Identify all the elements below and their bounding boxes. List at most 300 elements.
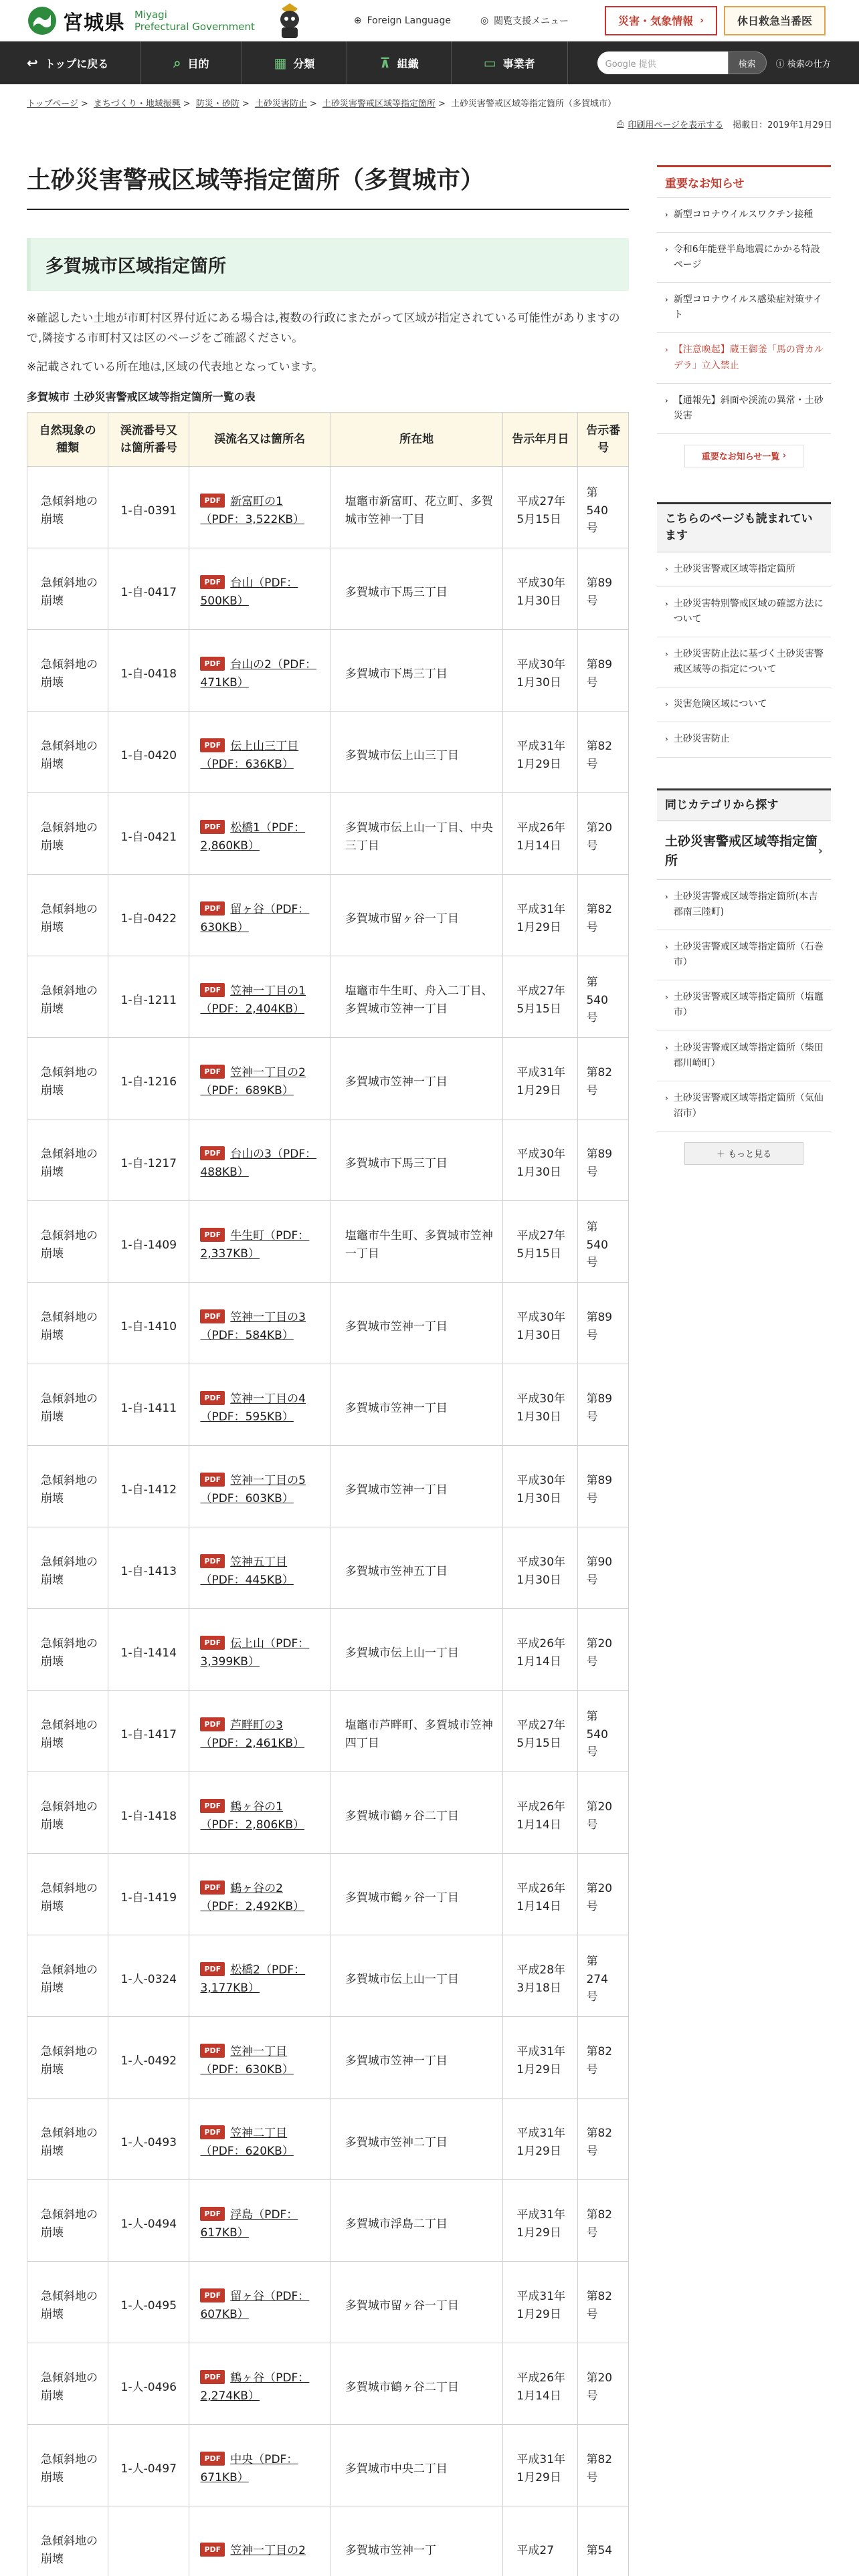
sidebar-link-label: 土砂災害警戒区域等指定箇所 bbox=[673, 563, 795, 574]
cell-date: 平成30年1月30日 bbox=[503, 1446, 578, 1527]
search-input[interactable]: Google 提供 bbox=[597, 51, 729, 74]
table-row bbox=[27, 1935, 629, 2017]
disaster-info-label: 災害・気象情報 bbox=[618, 15, 694, 27]
briefcase-icon: ▭ bbox=[483, 55, 496, 71]
sidebar-link-label: 土砂災害防止 bbox=[673, 734, 730, 745]
cell-type: 急傾斜地の崩壊 bbox=[27, 2099, 108, 2180]
pdf-link[interactable]: 牛生町（PDF：2,337KB） bbox=[200, 1229, 310, 1261]
cell-date: 平成31年1月29日 bbox=[503, 875, 578, 956]
cell-number: 1-自-0418 bbox=[108, 630, 189, 712]
cell-date: 平成31年1月29日 bbox=[503, 1038, 578, 1119]
cell-notice-no: 第82号 bbox=[578, 2262, 629, 2343]
sidebar-link[interactable] bbox=[657, 587, 831, 637]
cell-name bbox=[189, 467, 330, 548]
table-row bbox=[27, 630, 629, 712]
pdf-link[interactable]: 松橋1（PDF：2,860KB） bbox=[200, 821, 306, 853]
sidebar-link[interactable] bbox=[657, 333, 831, 383]
sidebar-link-label: 土砂災害警戒区域等指定箇所(本吉郡南三陸町) bbox=[673, 891, 818, 918]
cell-notice-no: 第82号 bbox=[578, 2099, 629, 2180]
cell-type: 急傾斜地の崩壊 bbox=[27, 1283, 108, 1364]
table-row bbox=[27, 2180, 629, 2262]
holiday-doctor-label: 休日救急当番医 bbox=[737, 15, 812, 27]
cell-notice-no: 第90号 bbox=[578, 1527, 629, 1609]
cell-name bbox=[189, 630, 330, 712]
chevron-right-icon: › bbox=[665, 210, 668, 219]
th-notice-no: 告示番号 bbox=[578, 412, 629, 467]
cell-number: 1-自-1410 bbox=[108, 1283, 189, 1364]
designation-table bbox=[27, 412, 629, 2576]
pdf-badge: PDF bbox=[200, 1473, 225, 1487]
pdf-link[interactable]: 笠神一丁目の1（PDF：2,404KB） bbox=[200, 984, 306, 1016]
site-logo[interactable] bbox=[27, 5, 255, 36]
chevron-right-icon: › bbox=[665, 1043, 668, 1053]
cell-date: 平成30年1月30日 bbox=[503, 1119, 578, 1201]
logo-name: 宮城県 bbox=[63, 11, 125, 35]
grid-icon: ▦ bbox=[274, 55, 287, 71]
search-help-link[interactable]: ⓘ 検索の仕方 bbox=[775, 59, 831, 70]
nav-top[interactable] bbox=[27, 41, 141, 84]
important-notices bbox=[657, 165, 831, 467]
table-row bbox=[27, 1364, 629, 1446]
cell-date: 平成31年1月29日 bbox=[503, 2262, 578, 2343]
pdf-link[interactable]: 中央（PDF：671KB） bbox=[200, 2453, 298, 2484]
cell-date: 平成27年5月15日 bbox=[503, 1201, 578, 1283]
cell-number: 1-人-0493 bbox=[108, 2099, 189, 2180]
sidebar-link[interactable] bbox=[657, 722, 831, 757]
nav-organization-label: 組織 bbox=[397, 57, 419, 70]
cell-name bbox=[189, 2099, 330, 2180]
cell-location: 多賀城市中央二丁目 bbox=[330, 2425, 502, 2506]
cell-number: 1-自-1217 bbox=[108, 1119, 189, 1201]
cell-number: 1-自-1211 bbox=[108, 956, 189, 1038]
accessibility-menu-label: 閲覧支援メニュー bbox=[494, 15, 569, 27]
cell-notice-no: 第540号 bbox=[578, 1691, 629, 1772]
table-row bbox=[27, 2262, 629, 2343]
sidebar-link[interactable] bbox=[657, 637, 831, 687]
search-help-label: 検索の仕方 bbox=[787, 59, 831, 70]
cell-notice-no: 第20号 bbox=[578, 1609, 629, 1691]
table-header-row bbox=[27, 412, 629, 467]
table-row bbox=[27, 1119, 629, 1201]
breadcrumb-item[interactable]: トップページ bbox=[27, 99, 78, 109]
cell-notice-no: 第20号 bbox=[578, 1854, 629, 1935]
breadcrumb-current: 土砂災害警戒区域等指定箇所（多賀城市） bbox=[451, 99, 617, 109]
nav-top-label: トップに戻る bbox=[44, 57, 109, 70]
pdf-link[interactable]: 笠神一丁目（PDF：630KB） bbox=[200, 2045, 294, 2076]
pdf-link[interactable]: 台山の2（PDF：471KB） bbox=[200, 658, 317, 689]
cell-notice-no: 第82号 bbox=[578, 875, 629, 956]
cell-name bbox=[189, 2343, 330, 2425]
table-row bbox=[27, 2343, 629, 2425]
cell-type: 急傾斜地の崩壊 bbox=[27, 1201, 108, 1283]
print-link[interactable] bbox=[617, 118, 723, 130]
cell-date: 平成30年1月30日 bbox=[503, 1364, 578, 1446]
pdf-badge: PDF bbox=[200, 983, 225, 997]
cell-date: 平成26年1月14日 bbox=[503, 1772, 578, 1854]
sidebar-link[interactable] bbox=[657, 283, 831, 333]
print-label: 印刷用ページを表示する bbox=[628, 120, 724, 130]
important-notices-title: 重要なお知らせ bbox=[657, 167, 831, 198]
cell-location: 多賀城市伝上山一丁目 bbox=[330, 1609, 502, 1691]
pdf-badge: PDF bbox=[200, 1717, 225, 1731]
sidebar-link[interactable] bbox=[657, 1031, 831, 1081]
cell-notice-no: 第89号 bbox=[578, 1283, 629, 1364]
th-type: 自然現象の種類 bbox=[27, 412, 108, 467]
pdf-badge: PDF bbox=[200, 1146, 225, 1160]
cell-notice-no: 第20号 bbox=[578, 2343, 629, 2425]
sidebar-link[interactable] bbox=[657, 930, 831, 980]
cell-name bbox=[189, 2262, 330, 2343]
pdf-badge: PDF bbox=[200, 2543, 225, 2557]
chevron-right-icon: › bbox=[700, 15, 704, 26]
table-row bbox=[27, 875, 629, 956]
cell-type: 急傾斜地の崩壊 bbox=[27, 1854, 108, 1935]
cell-notice-no: 第89号 bbox=[578, 1364, 629, 1446]
cell-date: 平成26年1月14日 bbox=[503, 2343, 578, 2425]
cell-location: 多賀城市浮島二丁目 bbox=[330, 2180, 502, 2262]
cell-number: 1-自-0420 bbox=[108, 712, 189, 793]
pdf-link[interactable]: 新富町の1（PDF：3,522KB） bbox=[200, 495, 305, 526]
pdf-badge: PDF bbox=[200, 2288, 225, 2302]
sidebar bbox=[657, 165, 831, 2576]
mascot-icon bbox=[272, 2, 307, 39]
cell-date: 平成31年1月29日 bbox=[503, 712, 578, 793]
cell-name bbox=[189, 1364, 330, 1446]
cell-name bbox=[189, 2425, 330, 2506]
cell-number: 1-人-0492 bbox=[108, 2017, 189, 2099]
global-nav bbox=[0, 41, 859, 84]
pdf-badge: PDF bbox=[200, 738, 225, 752]
header-links bbox=[354, 14, 598, 27]
cell-location: 多賀城市下馬三丁目 bbox=[330, 1119, 502, 1201]
cell-name bbox=[189, 1119, 330, 1201]
cell-name bbox=[189, 2017, 330, 2099]
table-row bbox=[27, 1283, 629, 1364]
pdf-badge: PDF bbox=[200, 1065, 225, 1079]
pdf-link[interactable]: 伝上山（PDF：3,399KB） bbox=[200, 1637, 310, 1669]
nav-purpose[interactable] bbox=[141, 41, 242, 84]
nav-business-label: 事業者 bbox=[502, 57, 535, 70]
note-location: ※記載されている所在地は,区域の代表地となっています。 bbox=[27, 360, 324, 374]
cell-name bbox=[189, 548, 330, 630]
chevron-right-icon: › bbox=[665, 700, 668, 710]
cell-notice-no: 第82号 bbox=[578, 2425, 629, 2506]
cell-date: 平成27 bbox=[503, 2506, 578, 2576]
foreign-language-label: Foreign Language bbox=[367, 15, 451, 26]
cell-number: 1-自-0391 bbox=[108, 467, 189, 548]
pdf-link[interactable]: 笠神一丁目の5（PDF：603KB） bbox=[200, 1474, 306, 1505]
sidebar-link-label: 災害危険区域について bbox=[673, 699, 767, 710]
disaster-info-button[interactable] bbox=[605, 6, 717, 35]
cell-location: 多賀城市留ヶ谷一丁目 bbox=[330, 875, 502, 956]
nav-purpose-label: 目的 bbox=[187, 57, 209, 70]
cell-notice-no: 第540号 bbox=[578, 467, 629, 548]
chevron-right-icon: › bbox=[665, 345, 668, 355]
pdf-link[interactable]: 台山（PDF：500KB） bbox=[200, 576, 298, 608]
cell-location: 多賀城市鶴ヶ谷二丁目 bbox=[330, 1772, 502, 1854]
chevron-right-icon: › bbox=[665, 942, 668, 952]
pdf-badge: PDF bbox=[200, 1228, 225, 1242]
pdf-link[interactable]: 笠神一丁目の3（PDF：584KB） bbox=[200, 1311, 306, 1342]
cell-number: 1-自-1414 bbox=[108, 1609, 189, 1691]
cell-date: 平成31年1月29日 bbox=[503, 2180, 578, 2262]
cell-number: 1-自-1418 bbox=[108, 1772, 189, 1854]
sidebar-link-label: 土砂災害特別警戒区域の確認方法について bbox=[673, 598, 824, 625]
header-top bbox=[0, 0, 859, 41]
table-row bbox=[27, 956, 629, 1038]
also-read-box bbox=[657, 502, 831, 758]
cell-type: 急傾斜地の崩壊 bbox=[27, 548, 108, 630]
sidebar-link[interactable] bbox=[657, 198, 831, 233]
cell-date: 平成26年1月14日 bbox=[503, 1854, 578, 1935]
pdf-link[interactable]: 鶴ヶ谷の2（PDF：2,492KB） bbox=[200, 1882, 305, 1913]
cell-name bbox=[189, 1691, 330, 1772]
table-row bbox=[27, 467, 629, 548]
accessibility-menu-link[interactable] bbox=[480, 14, 569, 27]
search-icon: ⌕ bbox=[173, 55, 181, 71]
cell-number: 1-自-1412 bbox=[108, 1446, 189, 1527]
cell-type: 急傾斜地の崩壊 bbox=[27, 875, 108, 956]
table-row bbox=[27, 2506, 629, 2576]
cell-notice-no: 第20号 bbox=[578, 793, 629, 875]
cell-notice-no: 第89号 bbox=[578, 1119, 629, 1201]
table-row bbox=[27, 1854, 629, 1935]
sidebar-link-label: 【通報先】斜面や渓流の異常・土砂災害 bbox=[673, 395, 824, 421]
category-head-label: 土砂災害警戒区域等指定箇所 bbox=[665, 834, 818, 868]
logo-english bbox=[134, 9, 255, 33]
pdf-link[interactable]: 芦畔町の3（PDF：2,461KB） bbox=[200, 1719, 305, 1750]
org-chart-icon: ⊼ bbox=[379, 55, 391, 71]
same-category-title: 同じカテゴリから探す bbox=[657, 790, 831, 822]
nav-category[interactable] bbox=[242, 41, 348, 84]
category-more-label: もっと見る bbox=[728, 1150, 772, 1160]
cell-name bbox=[189, 1609, 330, 1691]
same-category-box bbox=[657, 788, 831, 1165]
search-button[interactable]: 検索 bbox=[728, 51, 767, 74]
note-boundary: ※確認したい土地が市町村区界付近にある場合は,複数の行政にまたがって区域が指定されている可能性がありますので,隣接する市町村又は区のページをご確認ください。 bbox=[27, 311, 620, 346]
cell-name bbox=[189, 1038, 330, 1119]
table-row bbox=[27, 793, 629, 875]
cell-notice-no: 第20号 bbox=[578, 1772, 629, 1854]
logo-en-line2: Prefectural Government bbox=[134, 20, 255, 33]
breadcrumb-item[interactable]: まちづくり・地域振興 bbox=[93, 99, 181, 109]
pdf-badge: PDF bbox=[200, 1391, 225, 1405]
sidebar-link-label: 土砂災害警戒区域等指定箇所（柴田郡川崎町） bbox=[673, 1042, 824, 1069]
pdf-link[interactable]: 笠神五丁目（PDF：445KB） bbox=[200, 1555, 294, 1587]
category-more-button[interactable] bbox=[684, 1142, 803, 1165]
nav-organization[interactable] bbox=[347, 41, 451, 84]
cell-type: 急傾斜地の崩壊 bbox=[27, 467, 108, 548]
cell-type: 急傾斜地の崩壊 bbox=[27, 712, 108, 793]
cell-date: 平成28年3月18日 bbox=[503, 1935, 578, 2017]
cell-location: 多賀城市笠神一丁目 bbox=[330, 1446, 502, 1527]
cell-location: 多賀城市留ヶ谷一丁目 bbox=[330, 2262, 502, 2343]
cell-date: 平成27年5月15日 bbox=[503, 467, 578, 548]
breadcrumb-item[interactable]: 土砂災害防止 bbox=[254, 99, 307, 109]
pdf-badge: PDF bbox=[200, 1554, 225, 1568]
pdf-link[interactable]: 鶴ヶ谷（PDF：2,274KB） bbox=[200, 2371, 310, 2403]
nav-business[interactable] bbox=[452, 41, 568, 84]
cell-name bbox=[189, 1772, 330, 1854]
cell-location: 多賀城市鶴ヶ谷二丁目 bbox=[330, 2343, 502, 2425]
cell-name bbox=[189, 956, 330, 1038]
cell-name bbox=[189, 793, 330, 875]
pdf-badge: PDF bbox=[200, 494, 225, 508]
pdf-badge: PDF bbox=[200, 1636, 225, 1650]
cell-type: 急傾斜地の崩壊 bbox=[27, 2262, 108, 2343]
cell-date: 平成27年5月15日 bbox=[503, 1691, 578, 1772]
chevron-right-icon: › bbox=[665, 992, 668, 1002]
cell-number: 1-人-0324 bbox=[108, 1935, 189, 2017]
chevron-right-icon: › bbox=[665, 295, 668, 305]
cell-name bbox=[189, 1935, 330, 2017]
publish-date: 掲載日：2019年1月29日 bbox=[733, 120, 832, 130]
pdf-badge: PDF bbox=[200, 1881, 225, 1895]
cell-name bbox=[189, 1527, 330, 1609]
pdf-badge: PDF bbox=[200, 657, 225, 671]
cell-number: 1-自-1413 bbox=[108, 1527, 189, 1609]
cell-date: 平成31年1月29日 bbox=[503, 2425, 578, 2506]
cell-type: 急傾斜地の崩壊 bbox=[27, 2425, 108, 2506]
cell-date: 平成30年1月30日 bbox=[503, 548, 578, 630]
plus-icon: ＋ bbox=[716, 1150, 725, 1160]
cell-notice-no: 第54 bbox=[578, 2506, 629, 2576]
cell-location: 多賀城市笠神五丁目 bbox=[330, 1527, 502, 1609]
table-caption: 多賀城市 土砂災害警戒区域等指定箇所一覧の表 bbox=[27, 390, 256, 403]
pdf-link[interactable]: 伝上山三丁目（PDF：636KB） bbox=[200, 740, 299, 771]
cell-type: 急傾斜地の崩壊 bbox=[27, 1935, 108, 2017]
sidebar-link-label: 新型コロナウイルス感染症対策サイト bbox=[673, 294, 822, 321]
table-row bbox=[27, 548, 629, 630]
notice-more-label: 重要なお知らせ一覧 bbox=[701, 452, 780, 463]
main-content bbox=[27, 165, 629, 2576]
pdf-link[interactable]: 笠神二丁目（PDF：620KB） bbox=[200, 2127, 294, 2158]
cell-location: 多賀城市笠神一丁目 bbox=[330, 2017, 502, 2099]
pdf-badge: PDF bbox=[200, 1309, 225, 1323]
table-body bbox=[27, 467, 629, 2576]
cell-type: 急傾斜地の崩壊 bbox=[27, 1609, 108, 1691]
cell-name bbox=[189, 1446, 330, 1527]
breadcrumb-item[interactable]: 土砂災害警戒区域等指定箇所 bbox=[322, 99, 436, 109]
cell-type: 急傾斜地の崩壊 bbox=[27, 1527, 108, 1609]
sidebar-link[interactable] bbox=[657, 980, 831, 1031]
table-row bbox=[27, 1201, 629, 1283]
pdf-badge: PDF bbox=[200, 1799, 225, 1813]
cell-number: 1-自-1419 bbox=[108, 1854, 189, 1935]
cell-notice-no: 第274号 bbox=[578, 1935, 629, 2017]
cell-number: 1-自-0421 bbox=[108, 793, 189, 875]
pdf-link[interactable]: 笠神一丁目の2 bbox=[230, 2543, 306, 2557]
cell-number: 1-自-1216 bbox=[108, 1038, 189, 1119]
cell-number: 1-自-0422 bbox=[108, 875, 189, 956]
return-icon: ↩ bbox=[27, 55, 38, 71]
page-layout bbox=[0, 165, 859, 2576]
pdf-link[interactable]: 台山の3（PDF：488KB） bbox=[200, 1148, 317, 1179]
pdf-link[interactable]: 笠神一丁目の4（PDF：595KB） bbox=[200, 1392, 306, 1424]
sidebar-link[interactable] bbox=[657, 880, 831, 930]
also-read-title: こちらのページも読まれています bbox=[657, 504, 831, 552]
cell-location: 多賀城市伝上山三丁目 bbox=[330, 712, 502, 793]
sidebar-link-label: 土砂災害防止法に基づく土砂災害警戒区域等の指定について bbox=[673, 649, 824, 675]
category-head-link[interactable] bbox=[657, 821, 831, 880]
breadcrumb-item[interactable]: 防災・砂防 bbox=[195, 99, 240, 109]
cell-location: 多賀城市笠神二丁目 bbox=[330, 2099, 502, 2180]
cell-name bbox=[189, 1283, 330, 1364]
cell-number: 1-人-0495 bbox=[108, 2262, 189, 2343]
pdf-link[interactable]: 留ヶ谷（PDF：607KB） bbox=[200, 2290, 310, 2321]
sidebar-link-label: 新型コロナウイルスワクチン接種 bbox=[673, 209, 814, 220]
sidebar-link[interactable] bbox=[657, 687, 831, 722]
cell-date: 平成30年1月30日 bbox=[503, 1527, 578, 1609]
page-title: 土砂災害警戒区域等指定箇所（多賀城市） bbox=[27, 165, 629, 210]
nav-category-label: 分類 bbox=[293, 57, 315, 70]
cell-type: 急傾斜地の崩壊 bbox=[27, 1119, 108, 1201]
holiday-doctor-button[interactable] bbox=[724, 6, 826, 35]
table-row bbox=[27, 2099, 629, 2180]
pdf-link[interactable]: 浮島（PDF：617KB） bbox=[200, 2208, 298, 2240]
cell-notice-no: 第89号 bbox=[578, 1446, 629, 1527]
th-location: 所在地 bbox=[330, 412, 502, 467]
sidebar-link[interactable] bbox=[657, 1081, 831, 1132]
sidebar-link-label: 令和6年能登半島地震にかかる特設ページ bbox=[673, 244, 820, 271]
globe-icon: ⊕ bbox=[353, 15, 362, 26]
accessibility-icon: ◎ bbox=[480, 15, 489, 26]
cell-name bbox=[189, 2506, 330, 2576]
cell-location: 多賀城市笠神一丁目 bbox=[330, 1038, 502, 1119]
sidebar-link-label: 土砂災害警戒区域等指定箇所（気仙沼市） bbox=[673, 1092, 824, 1119]
pdf-link[interactable]: 笠神一丁目の2（PDF：689KB） bbox=[200, 1066, 306, 1097]
sidebar-link[interactable] bbox=[657, 233, 831, 283]
chevron-right-icon: › bbox=[665, 734, 668, 744]
cell-number: 1-自-1409 bbox=[108, 1201, 189, 1283]
cell-number: 1-自-1417 bbox=[108, 1691, 189, 1772]
pdf-link[interactable]: 松橋2（PDF：3,177KB） bbox=[200, 1963, 306, 1995]
cell-type: 急傾斜地の崩壊 bbox=[27, 2017, 108, 2099]
table-row bbox=[27, 1038, 629, 1119]
cell-number: 1-人-0496 bbox=[108, 2343, 189, 2425]
table-row bbox=[27, 1527, 629, 1609]
pdf-badge: PDF bbox=[200, 2370, 225, 2384]
cell-notice-no: 第82号 bbox=[578, 2180, 629, 2262]
cell-type: 急傾斜地の崩壊 bbox=[27, 2180, 108, 2262]
th-number: 渓流番号又は箇所番号 bbox=[108, 412, 189, 467]
foreign-language-link[interactable] bbox=[354, 15, 451, 26]
chevron-right-icon: › bbox=[665, 395, 668, 405]
table-row bbox=[27, 712, 629, 793]
sidebar-link-label: 土砂災害警戒区域等指定箇所（石巻市） bbox=[673, 942, 824, 968]
cell-location: 塩竈市新富町、花立町、多賀城市笠神一丁目 bbox=[330, 467, 502, 548]
cell-location: 多賀城市鶴ヶ谷一丁目 bbox=[330, 1854, 502, 1935]
chevron-right-icon: › bbox=[665, 245, 668, 255]
pdf-link[interactable]: 鶴ヶ谷の1（PDF：2,806KB） bbox=[200, 1800, 305, 1832]
sidebar-link[interactable] bbox=[657, 552, 831, 587]
sidebar-link-label: 【注意喚起】蔵王御釜「馬の背カルデラ」立入禁止 bbox=[673, 344, 824, 371]
chevron-right-icon: › bbox=[665, 892, 668, 901]
cell-type: 急傾斜地の崩壊 bbox=[27, 1446, 108, 1527]
cell-location: 多賀城市笠神一丁目 bbox=[330, 1364, 502, 1446]
cell-type: 急傾斜地の崩壊 bbox=[27, 1038, 108, 1119]
sidebar-link[interactable] bbox=[657, 384, 831, 434]
chevron-right-icon: › bbox=[818, 844, 823, 858]
pdf-link[interactable]: 留ヶ谷（PDF：630KB） bbox=[200, 903, 310, 934]
cell-location: 塩竈市牛生町、多賀城市笠神一丁目 bbox=[330, 1201, 502, 1283]
also-read-list bbox=[657, 552, 831, 758]
table-row bbox=[27, 2017, 629, 2099]
chevron-right-icon: › bbox=[782, 451, 787, 461]
cell-location: 多賀城市笠神一丁目 bbox=[330, 1283, 502, 1364]
notice-list-button[interactable] bbox=[684, 445, 803, 467]
cell-type: 急傾斜地の崩壊 bbox=[27, 1772, 108, 1854]
